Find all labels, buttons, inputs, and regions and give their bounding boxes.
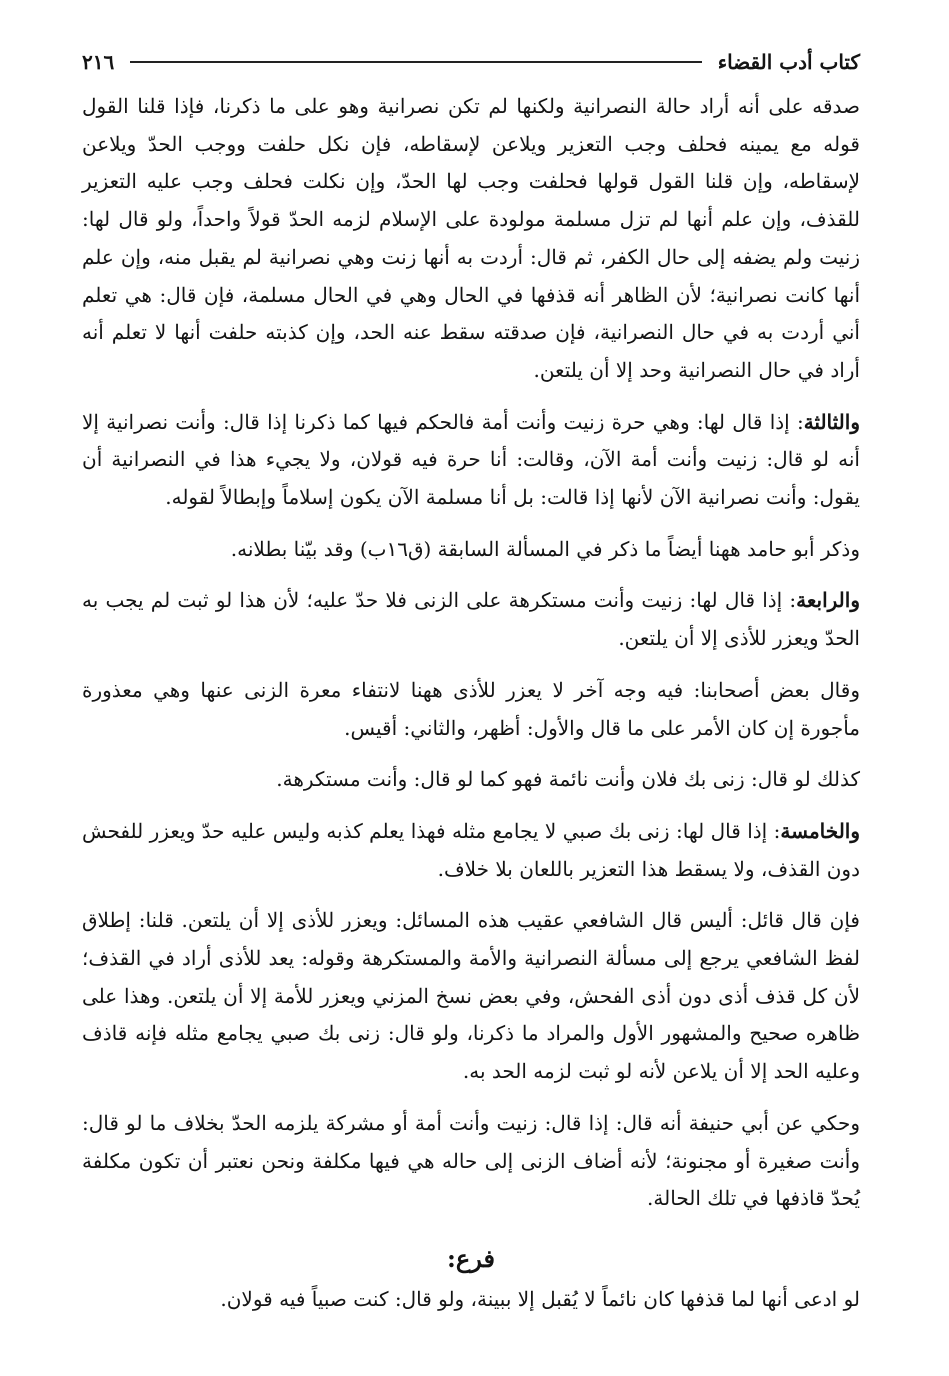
paragraph-text: وقال بعض أصحابنا: فيه وجه آخر لا يعزر للأذى ههنا لانتفاء معرة الزنى عنها وهي معذورة مأجورة إن كان الأمر على ما قال والأول: أظهر، والثاني: أقيس.: [82, 677, 860, 740]
paragraph-objection: [82, 902, 860, 1091]
paragraph-lead: والخامسة: [780, 818, 860, 843]
paragraph-abu-hamid: [82, 531, 860, 569]
paragraph-text: وذكر أبو حامد ههنا أيضاً ما ذكر في المسألة السابقة (ق١٦ب) وقد بيّنا بطلانه.: [230, 536, 860, 561]
paragraph-lead: والثالثة: [803, 409, 860, 434]
paragraph-sleeping: [82, 761, 860, 799]
header-rule: [130, 61, 701, 63]
paragraph-fifth-case: [82, 813, 860, 888]
book-page: [82, 40, 860, 1327]
paragraph-text: : إذا قال لها: زنى بك صبي لا يجامع مثله فهذا يعلم كذبه وليس عليه حدّ ويعزر للفحش دون القذف، ولا يسقط هذا التعزير باللعان بلا خلاف.: [82, 818, 860, 881]
paragraph-text: كذلك لو قال: زنى بك فلان وأنت نائمة فهو كما لو قال: وأنت مستكرهة.: [276, 767, 860, 792]
paragraph-abu-hanifa: [82, 1105, 860, 1218]
book-title: كتاب أدب القضاء: [717, 50, 860, 74]
paragraph-continuation: [82, 88, 860, 390]
paragraph-text: صدقه على أنه أراد حالة النصرانية ولكنها لم تكن نصرانية وهو على ما ذكرنا، فإذا قلنا القول قوله مع يمينه فحلف وجب التعزير ويلاعن لإسقاطه، فإن نكل حلفت ووجب الحدّ ويلاعن لإسقاطه، وإن قلنا القول قولها فحلفت وجب لها الحدّ، وإن نكلت فحلف وجب عليه التعزير للقذف، وإن علم أنها لم تزل مسلمة مولودة على الإسلام لزمه الحدّ قولاً واحداً، ولو قال لها: زنيت ولم يضفه إلى حال الكفر، ثم قال: أردت به أنها زنت وهي نصرانية لم يقبل منه، وإن علم أنها كانت نصرانية؛ لأن الظاهر أنه قذفها في الحال وهي في الحال مسلمة، فإن قال: هي تعلم أني أردت به في حال النصرانية، فإن صدقته سقط عنه الحد، وإن كذبته حلفت أنها لا تعلم أنه أراد في حال النصرانية وحد إلا أن يلتعن.: [82, 94, 860, 382]
paragraph-text: فإن قال قائل: أليس قال الشافعي عقيب هذه المسائل: ويعزر للأذى إلا أن يلتعن. قلنا: إطلاق لفظ الشافعي يرجع إلى مسألة النصرانية والأمة والمستكرهة وقوله: يعد للأذى أراد في القذف؛ لأن كل قذف أذى دون أذى الفحش، وفي بعض نسخ المزني ويعزر للأمة إلا أن يلتعن. وهذا على ظاهره صحيح والمشهور الأول والمراد ما ذكرنا، ولو قال: زنى بك صبي يجامع مثله فإنه قاذف وعليه الحد إلا أن يلاعن لأنه لو ثبت لزمه الحد به.: [82, 908, 860, 1084]
paragraph-lead: والرابعة: [796, 588, 860, 613]
paragraph-text: لو ادعى أنها لما قذفها كان نائماً لا يُقبل إلا ببينة، ولو قال: كنت صبياً فيه قولان.: [220, 1286, 860, 1311]
page-number: ٢١٦: [82, 50, 115, 74]
section-paragraph: [82, 1281, 860, 1319]
section-heading: فرع:: [447, 1243, 495, 1273]
paragraph-text: : إذا قال لها: وهي حرة زنيت وأنت أمة فالحكم فيها كما ذكرنا إذا قال: وأنت نصرانية إلا أنه لو قال: زنيت وأنت أمة الآن، وقالت: أنا حرة فيه قولان، ولا يجيء هذا في النصرانية أن يقول: وأنت نصرانية الآن لأنها إذا قالت: بل أنا مسلمة الآن يكون إسلاماً وإبطالاً لقوله.: [82, 409, 860, 510]
paragraph-fourth-case: [82, 582, 860, 657]
paragraph-text: وحكي عن أبي حنيفة أنه قال: إذا قال: زنيت وأنت أمة أو مشركة يلزمه الحدّ بخلاف ما لو قال: وأنت صغيرة أو مجنونة؛ لأنه أضاف الزنى إلى حاله هي فيها مكلفة ونحن نعتبر أن تكون مكلفة يُحدّ قاذفها في تلك الحالة.: [82, 1110, 860, 1211]
paragraph-text: : إذا قال لها: زنيت وأنت مستكرهة على الزنى فلا حدّ عليه؛ لأن هذا لو ثبت لم يجب به الحدّ ويعزر للأذى إلا أن يلتعن.: [82, 588, 860, 651]
paragraph-other-view: [82, 672, 860, 747]
paragraph-third-case: [82, 404, 860, 517]
running-header: [82, 40, 860, 84]
